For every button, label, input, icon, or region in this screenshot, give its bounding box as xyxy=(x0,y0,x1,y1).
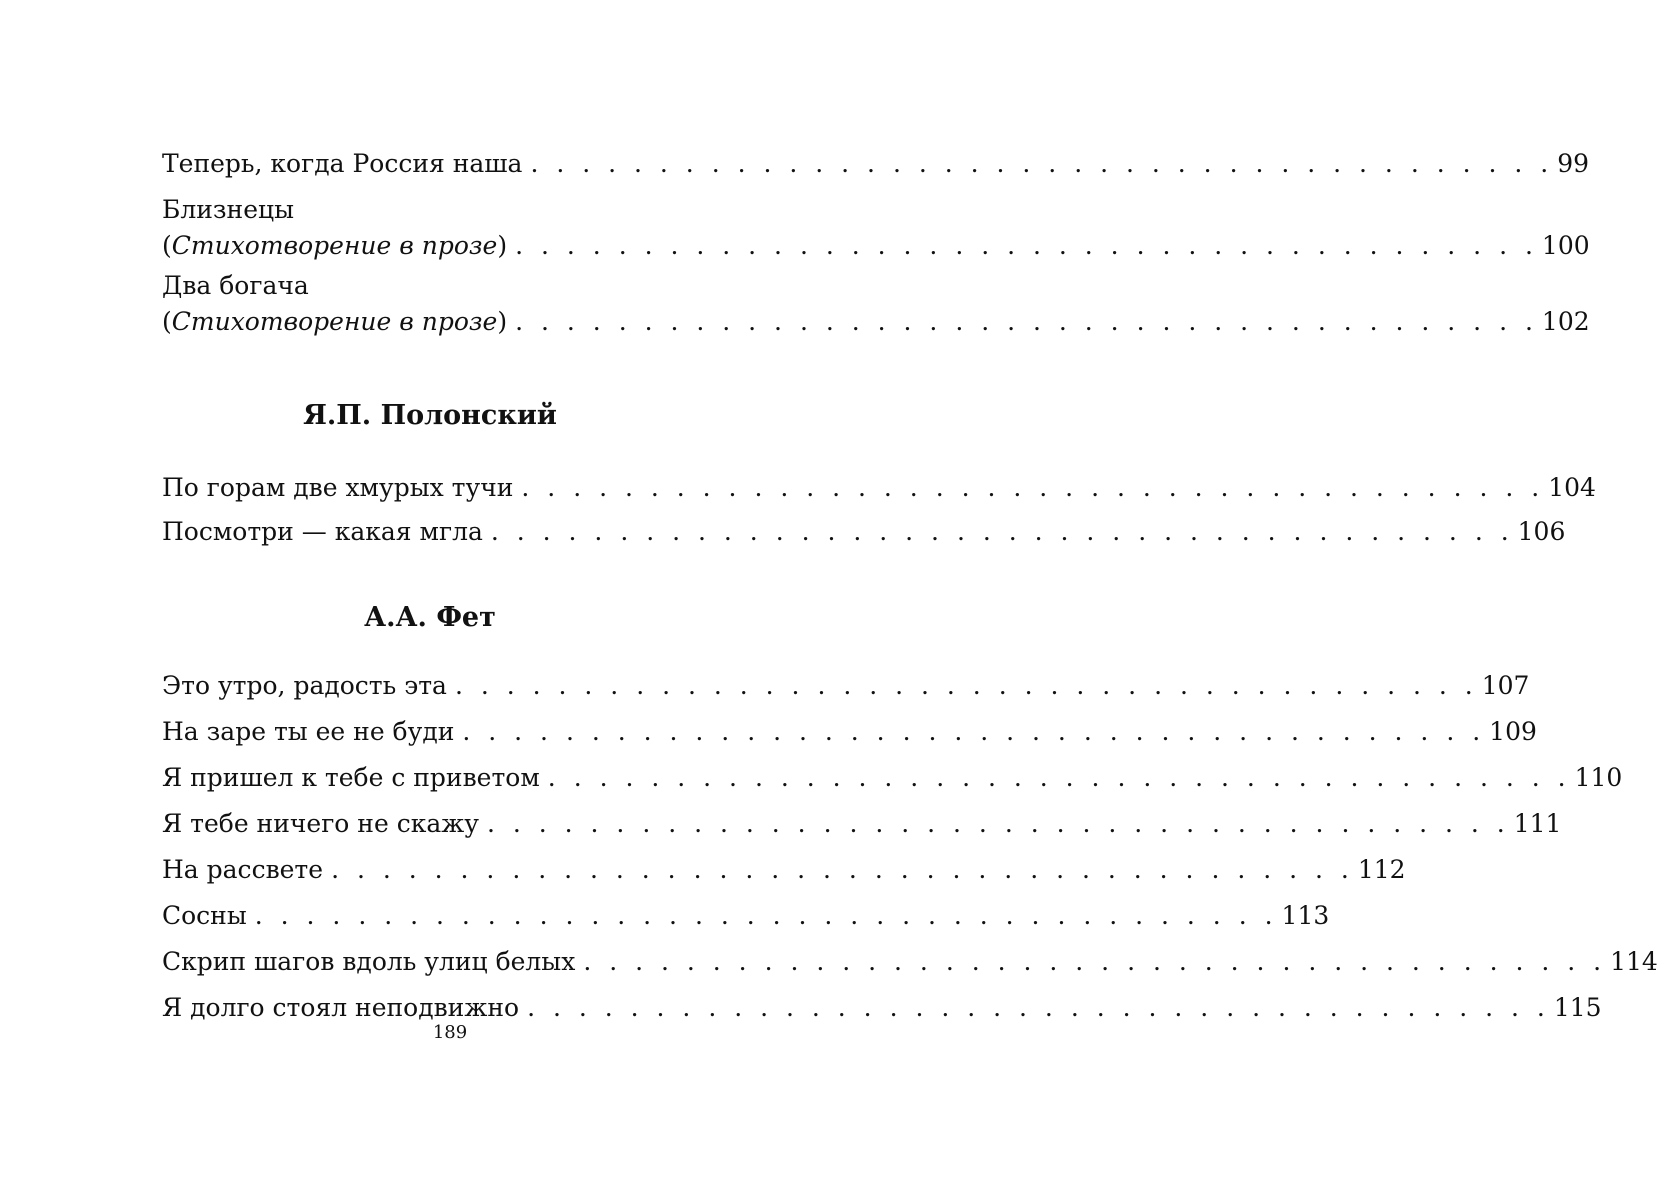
toc-entry-title: Два богача xyxy=(162,271,309,300)
leader-dots: . . . . . . . . . . . . . . . . . . . . . . . . . . . . . . . . . . . . . . . . xyxy=(454,671,1478,700)
toc-entry-title: Это утро, радость эта xyxy=(162,671,447,700)
toc-entry-page: 99 xyxy=(1557,149,1590,178)
leader-dots: . . . . . . . . . . . . . . . . . . . . . . . . . . . . . . . . . . . . . . . . xyxy=(486,809,1510,838)
toc-entry xyxy=(162,268,1590,340)
toc-entry-page: 113 xyxy=(1281,901,1330,930)
toc-entry-title: На рассвете xyxy=(162,855,324,884)
leader-dots: . . . . . . . . . . . . . . . . . . . . . . . . . . . . . . . . . . . . . . . . xyxy=(331,855,1354,884)
toc-entry-page: 106 xyxy=(1517,517,1566,546)
toc-entry-title: Близнецы xyxy=(162,195,294,224)
toc-entry-title: Посмотри — какая мгла xyxy=(162,517,483,546)
toc-entry-page: 102 xyxy=(1541,307,1590,336)
leader-dots: . . . . . . . . . . . . . . . . . . . . . . . . . . . . . . . . . . . . . . . . xyxy=(515,307,1538,336)
toc-entry-page: 109 xyxy=(1489,717,1537,746)
toc-entry-title: Я долго стоял неподвижно xyxy=(162,993,520,1022)
toc-entry-page: 114 xyxy=(1610,947,1658,976)
toc-entry-page: 112 xyxy=(1357,855,1406,884)
toc-entry-page: 115 xyxy=(1553,993,1602,1022)
toc-entry-title: По горам две хмурых тучи xyxy=(162,473,514,502)
toc-entry xyxy=(162,470,1596,506)
italic-subtitle: Стихотворение в прозе xyxy=(171,231,498,260)
leader-dots: . . . . . . . . . . . . . . . . . . . . . . . . . . . . . . . . . . . . . . . . xyxy=(490,517,1514,546)
toc-entry xyxy=(162,760,1623,796)
leader-dots: . . . . . . . . . . . . . . . . . . . . . . . . . . . . . . . . . . . . . . . . xyxy=(254,901,1278,930)
toc-entry-title: Я тебе ничего не скажу xyxy=(162,809,479,838)
leader-dots: . . . . . . . . . . . . . . . . . . . . . . . . . . . . . . . . . . . . . . . . xyxy=(521,473,1545,502)
italic-subtitle: Стихотворение в прозе xyxy=(171,307,498,336)
toc-entry xyxy=(162,944,1658,980)
leader-dots: . . . . . . . . . . . . . . . . . . . . . . . . . . . . . . . . . . . . . . . . xyxy=(530,149,1554,178)
toc-entry-subtitle: (Стихотворение в прозе) xyxy=(162,307,508,336)
toc-entry-page: 107 xyxy=(1481,671,1530,700)
toc-entry xyxy=(162,714,1537,750)
leader-dots: . . . . . . . . . . . . . . . . . . . . . . . . . . . . . . . . . . . . . . . . xyxy=(527,993,1550,1022)
toc-entry xyxy=(162,192,1590,264)
leader-dots: . . . . . . . . . . . . . . . . . . . . . . . . . . . . . . . . . . . . . . . . xyxy=(547,763,1571,792)
toc-entry-subtitle: (Стихотворение в прозе) xyxy=(162,231,508,260)
toc-entry-title: На заре ты ее не буди xyxy=(162,717,455,746)
toc-entry-title: Сосны xyxy=(162,901,247,930)
author-heading: А.А. Фет xyxy=(364,602,496,633)
table-of-contents xyxy=(162,146,1658,1026)
toc-entry xyxy=(162,852,1406,888)
toc-entry-title: Я пришел к тебе с приветом xyxy=(162,763,540,792)
toc-entry-title: Теперь, когда Россия наша xyxy=(162,149,523,178)
toc-entry-page: 100 xyxy=(1541,231,1590,260)
toc-entry-page: 104 xyxy=(1548,473,1596,502)
leader-dots: . . . . . . . . . . . . . . . . . . . . . . . . . . . . . . . . . . . . . . . . xyxy=(515,231,1538,260)
toc-entry xyxy=(162,146,1590,182)
author-heading: Я.П. Полонский xyxy=(303,400,557,431)
toc-entry-title: Скрип шагов вдоль улиц белых xyxy=(162,947,576,976)
toc-entry xyxy=(162,990,1602,1026)
toc-entry xyxy=(162,514,1566,550)
toc-entry xyxy=(162,668,1530,704)
toc-entry xyxy=(162,898,1330,934)
leader-dots: . . . . . . . . . . . . . . . . . . . . . . . . . . . . . . . . . . . . . . . . xyxy=(583,947,1607,976)
page-number: 189 xyxy=(432,1022,468,1043)
toc-entry-page: 111 xyxy=(1513,809,1562,838)
leader-dots: . . . . . . . . . . . . . . . . . . . . . . . . . . . . . . . . . . . . . . . . xyxy=(462,717,1486,746)
toc-entry-page: 110 xyxy=(1574,763,1623,792)
toc-entry xyxy=(162,806,1562,842)
